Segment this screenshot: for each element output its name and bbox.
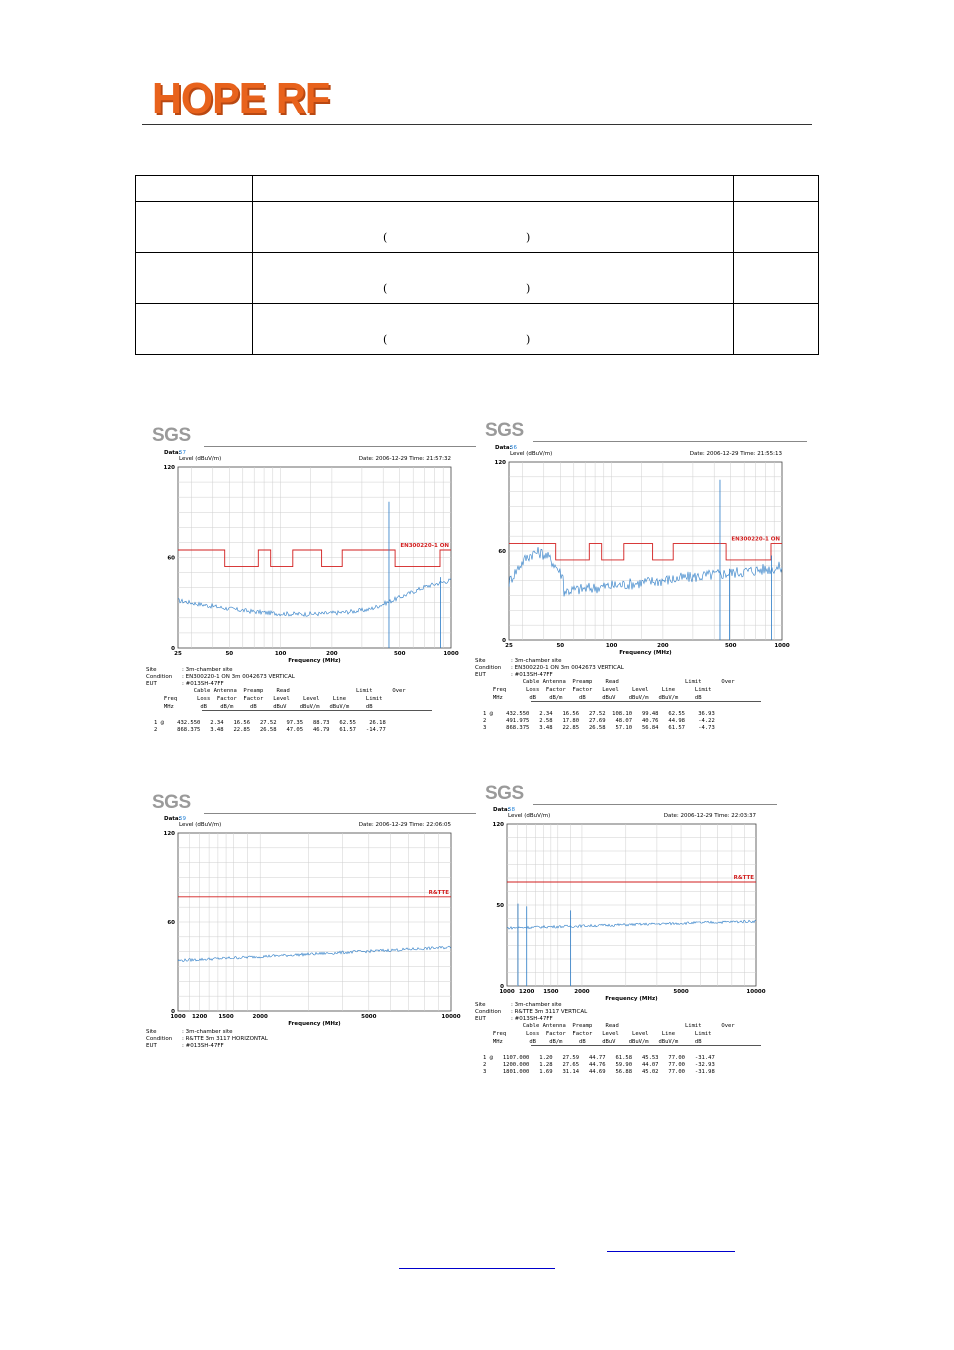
result-table-header: Freq Loss Factor Factor Level Level Line Limit xyxy=(154,696,383,702)
result-table-row: 3 1801.000 1.69 31.14 44.69 56.88 45.02 77.00 -31.98 xyxy=(483,1069,715,1075)
hyperlink-underline[interactable] xyxy=(607,1251,735,1252)
info-value: : #013SH-47FF xyxy=(511,1016,553,1022)
y-tick-label: 0 xyxy=(171,1009,175,1015)
result-table-header: MHz dB dB/m dB dBuV dBuV/m dBuV/m dB xyxy=(154,704,373,710)
x-axis-label: Frequency (MHz) xyxy=(288,658,341,664)
emission-plot-panel-1 xyxy=(146,420,476,750)
y-tick-label: 120 xyxy=(492,822,504,828)
x-tick-label: 100 xyxy=(274,651,287,657)
header-divider xyxy=(142,124,812,125)
x-tick-label: 50 xyxy=(225,651,234,657)
data-number: 56 xyxy=(510,445,517,451)
y-tick-label: 60 xyxy=(498,549,506,555)
info-key: EUT xyxy=(146,1043,157,1049)
x-tick-label: 1500 xyxy=(218,1014,234,1020)
sgs-logo: SGS xyxy=(485,420,524,441)
x-tick-label: 2000 xyxy=(252,1014,268,1020)
info-key: Site xyxy=(475,1002,486,1008)
x-tick-label: 1000 xyxy=(170,1014,186,1020)
x-tick-label: 5000 xyxy=(673,989,689,995)
x-axis-label: Frequency (MHz) xyxy=(288,1021,341,1027)
y-tick-label: 120 xyxy=(494,460,506,466)
data-label: Data: xyxy=(164,450,181,456)
result-table-header: MHz dB dB/m dB dBuV dBuV/m dBuV/m dB xyxy=(483,695,702,701)
y-tick-label: 0 xyxy=(500,984,504,990)
results-table xyxy=(135,175,819,355)
info-key: Site xyxy=(146,1029,157,1035)
result-table-row: 2 868.375 3.48 22.85 26.58 47.05 46.79 61.57 -14.77 xyxy=(154,727,386,733)
x-tick-label: 500 xyxy=(724,643,737,649)
info-value: : R&TTE 3m 3117 VERTICAL xyxy=(511,1009,588,1015)
y-tick-label: 0 xyxy=(171,646,175,652)
info-value: : 3m-chamber site xyxy=(511,1002,562,1008)
paren-open: ( xyxy=(383,333,388,346)
date-time: Date: 2006-12-29 Time: 21:55:13 xyxy=(689,451,782,457)
result-table-rule xyxy=(202,710,432,711)
x-tick-label: 1000 xyxy=(443,651,459,657)
emission-plot-panel-3 xyxy=(146,787,476,1062)
info-key: Condition xyxy=(146,674,173,680)
data-number: 58 xyxy=(508,807,515,813)
sgs-logo: SGS xyxy=(152,792,191,813)
result-table-row: 1 @ 432.550 2.34 16.56 27.52 108.10 99.48 62.55 36.93 xyxy=(483,711,715,717)
limit-label: EN300220-1 ON xyxy=(400,542,449,549)
y-axis-label: Level (dBuV/m) xyxy=(179,822,222,828)
result-table-row: 1 @ 1107.000 1.20 27.59 44.77 61.58 45.53 77.00 -31.47 xyxy=(483,1055,715,1061)
x-tick-label: 50 xyxy=(556,643,565,649)
x-tick-label: 100 xyxy=(605,643,618,649)
date-time: Date: 2006-12-29 Time: 21:57:32 xyxy=(358,456,451,462)
info-value: : #013SH-47FF xyxy=(182,681,224,687)
company-logo: HOPE RF xyxy=(152,74,330,123)
x-axis-label: Frequency (MHz) xyxy=(619,650,672,656)
x-tick-label: 10000 xyxy=(746,989,766,995)
x-tick-label: 1000 xyxy=(499,989,515,995)
y-tick-label: 120 xyxy=(163,831,175,837)
table-row xyxy=(136,176,819,202)
x-tick-label: 10000 xyxy=(441,1014,461,1020)
y-axis-label: Level (dBuV/m) xyxy=(508,813,551,819)
result-table-header: Cable Antenna Preamp Read Limit Over xyxy=(483,1023,735,1029)
x-tick-label: 200 xyxy=(657,643,669,649)
x-tick-label: 5000 xyxy=(361,1014,377,1020)
info-key: Condition xyxy=(475,665,502,671)
y-tick-label: 60 xyxy=(167,555,175,562)
limit-label: R&TTE xyxy=(428,889,449,896)
info-value: : #013SH-47FF xyxy=(182,1043,224,1049)
info-value: : #013SH-47FF xyxy=(511,672,553,678)
table-row xyxy=(136,304,819,355)
x-axis-label: Frequency (MHz) xyxy=(605,996,658,1002)
limit-label: EN300220-1 ON xyxy=(731,536,780,543)
x-tick-label: 1000 xyxy=(774,643,790,649)
y-axis-label: Level (dBuV/m) xyxy=(179,456,222,462)
x-tick-label: 25 xyxy=(505,643,513,649)
data-number: 59 xyxy=(179,816,186,822)
info-value: : 3m-chamber site xyxy=(511,658,562,664)
info-value: : EN300220-1 ON 3m 0042673 VERTICAL xyxy=(182,674,295,680)
data-label: Data: xyxy=(164,816,181,822)
result-table-row: 2 491.975 2.58 17.80 27.69 48.07 40.76 44.98 -4.22 xyxy=(483,718,715,724)
y-tick-label: 50 xyxy=(496,903,504,909)
result-table-row: 2 1200.000 1.28 27.65 44.76 59.90 44.07 77.00 -32.93 xyxy=(483,1062,715,1068)
x-tick-label: 2000 xyxy=(574,989,590,995)
table-row xyxy=(136,253,819,304)
info-value: : EN300220-1 ON 3m 0042673 VERTICAL xyxy=(511,665,624,671)
y-tick-label: 0 xyxy=(502,638,506,644)
info-key: Site xyxy=(475,658,486,664)
x-tick-label: 200 xyxy=(326,651,338,657)
result-table-header: MHz dB dB/m dB dBuV dBuV/m dBuV/m dB xyxy=(483,1039,702,1045)
emission-plot-panel-2 xyxy=(475,415,810,750)
info-value: : 3m-chamber site xyxy=(182,1029,233,1035)
result-table-header: Freq Loss Factor Factor Level Level Line Limit xyxy=(483,687,712,693)
x-tick-label: 1500 xyxy=(543,989,559,995)
paren-open: ( xyxy=(383,231,388,244)
data-label: Data: xyxy=(495,445,512,451)
info-value: : 3m-chamber site xyxy=(182,667,233,673)
data-number: 57 xyxy=(179,450,186,456)
y-tick-label: 60 xyxy=(167,920,175,926)
x-tick-label: 1200 xyxy=(519,989,535,995)
result-table-rule xyxy=(531,701,761,702)
emission-chart xyxy=(475,415,810,662)
hyperlink-underline[interactable] xyxy=(399,1268,555,1269)
date-time: Date: 2006-12-29 Time: 22:06:05 xyxy=(358,822,451,828)
x-tick-label: 25 xyxy=(174,651,182,657)
info-key: EUT xyxy=(475,672,486,678)
y-axis-label: Level (dBuV/m) xyxy=(510,451,553,457)
x-tick-label: 500 xyxy=(393,651,406,657)
info-key: EUT xyxy=(146,681,157,687)
emission-chart xyxy=(146,420,476,670)
result-table-header: Cable Antenna Preamp Read Limit Over xyxy=(154,688,406,694)
result-table-header: Cable Antenna Preamp Read Limit Over xyxy=(483,679,735,685)
info-value: : R&TTE 3m 3117 HORIZONTAL xyxy=(182,1036,268,1042)
paren-close: ) xyxy=(526,282,531,295)
paren-close: ) xyxy=(526,333,531,346)
emission-chart xyxy=(475,780,780,1008)
emission-plot-panel-4 xyxy=(475,780,780,1080)
result-table-rule xyxy=(531,1045,761,1046)
x-tick-label: 1200 xyxy=(191,1014,208,1020)
data-label: Data: xyxy=(493,807,510,813)
info-key: EUT xyxy=(475,1016,486,1022)
result-table-row: 3 868.375 3.48 22.85 26.58 57.10 56.84 61.57 -4.73 xyxy=(483,725,715,731)
result-table-header: Freq Loss Factor Factor Level Level Line Limit xyxy=(483,1031,712,1037)
info-key: Site xyxy=(146,667,157,673)
emission-chart xyxy=(146,787,476,1033)
sgs-logo: SGS xyxy=(152,425,191,446)
sgs-logo: SGS xyxy=(485,783,524,804)
info-key: Condition xyxy=(146,1036,173,1042)
info-key: Condition xyxy=(475,1009,502,1015)
paren-close: ) xyxy=(526,231,531,244)
paren-open: ( xyxy=(383,282,388,295)
table-row xyxy=(136,202,819,253)
date-time: Date: 2006-12-29 Time: 22:03:37 xyxy=(663,813,756,819)
limit-label: R&TTE xyxy=(733,875,754,882)
result-table-row: 1 @ 432.550 2.34 16.56 27.52 97.35 88.73 62.55 26.18 xyxy=(154,720,386,726)
y-tick-label: 120 xyxy=(163,465,175,471)
